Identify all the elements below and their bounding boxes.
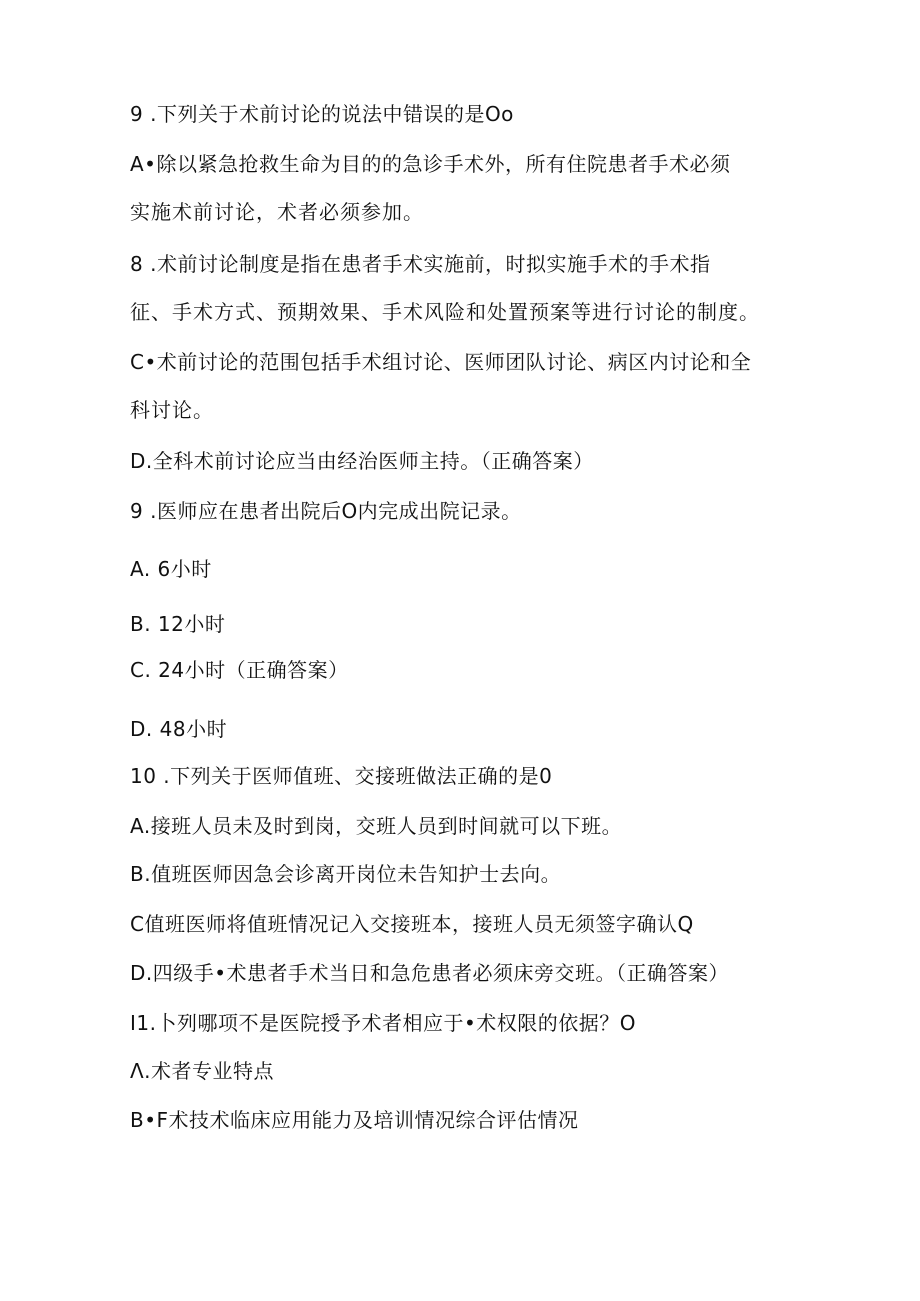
question-9-option-b: 8 .术前讨论制度是指在患者手术实施前，时拟实施手术的手术指 (130, 252, 711, 276)
question-9b-option-b: B. 12小时 (130, 612, 226, 636)
question-9-option-a: A•除以紧急抢救生命为目的的急诊手术外，所有住院患者手术必须 (130, 152, 731, 176)
question-9-option-c: C•术前讨论的范围包括手术组讨论、医师团队讨论、病区内讨论和全 (130, 350, 752, 374)
question-9-option-a-continued: 实施术前讨论，术者必须参加。 (130, 200, 424, 224)
question-9-option-d: D.全科术前讨论应当由经治医师主持。（正确答案） (130, 449, 594, 473)
question-9b-stem: 9 .医师应在患者出院后O内完成出院记录。 (130, 499, 522, 523)
question-9b-option-a: A. 6小时 (130, 557, 212, 581)
question-9b-option-d: D. 48小时 (130, 717, 228, 741)
question-9-stem: 9 .下列关于术前讨论的说法中错误的是Oo (130, 102, 514, 126)
question-10-option-b: B.值班医师因急会诊离开岗位未告知护士去向。 (130, 862, 562, 886)
question-11-option-a: Λ.术者专业特点 (130, 1059, 275, 1083)
question-10-option-a: A.接班人员未及时到岗，交班人员到时间就可以下班。 (130, 814, 623, 838)
question-9-option-b-continued: 征、手术方式、预期效果、手术风险和处置预案等进行讨论的制度。 (130, 300, 760, 324)
question-9-option-c-continued: 科讨论。 (130, 398, 214, 422)
question-11-option-b: B•F术技术临床应用能力及培训情况综合评估情况 (130, 1108, 579, 1132)
question-9b-option-c: C. 24小时（正确答案） (130, 658, 349, 682)
question-10-option-c: C值班医师将值班情况记入交接班本，接班人员无须签字确认Q (130, 912, 694, 936)
question-11-stem: I1.卜列哪项不是医院授予术者相应于•术权限的依据？O (130, 1011, 637, 1035)
question-10-stem: 10 .下列关于医师值班、交接班做法正确的是0 (130, 764, 553, 788)
question-10-option-d: D.四级手•术患者手术当日和急危患者必须床旁交班。（正确答案） (130, 961, 730, 985)
